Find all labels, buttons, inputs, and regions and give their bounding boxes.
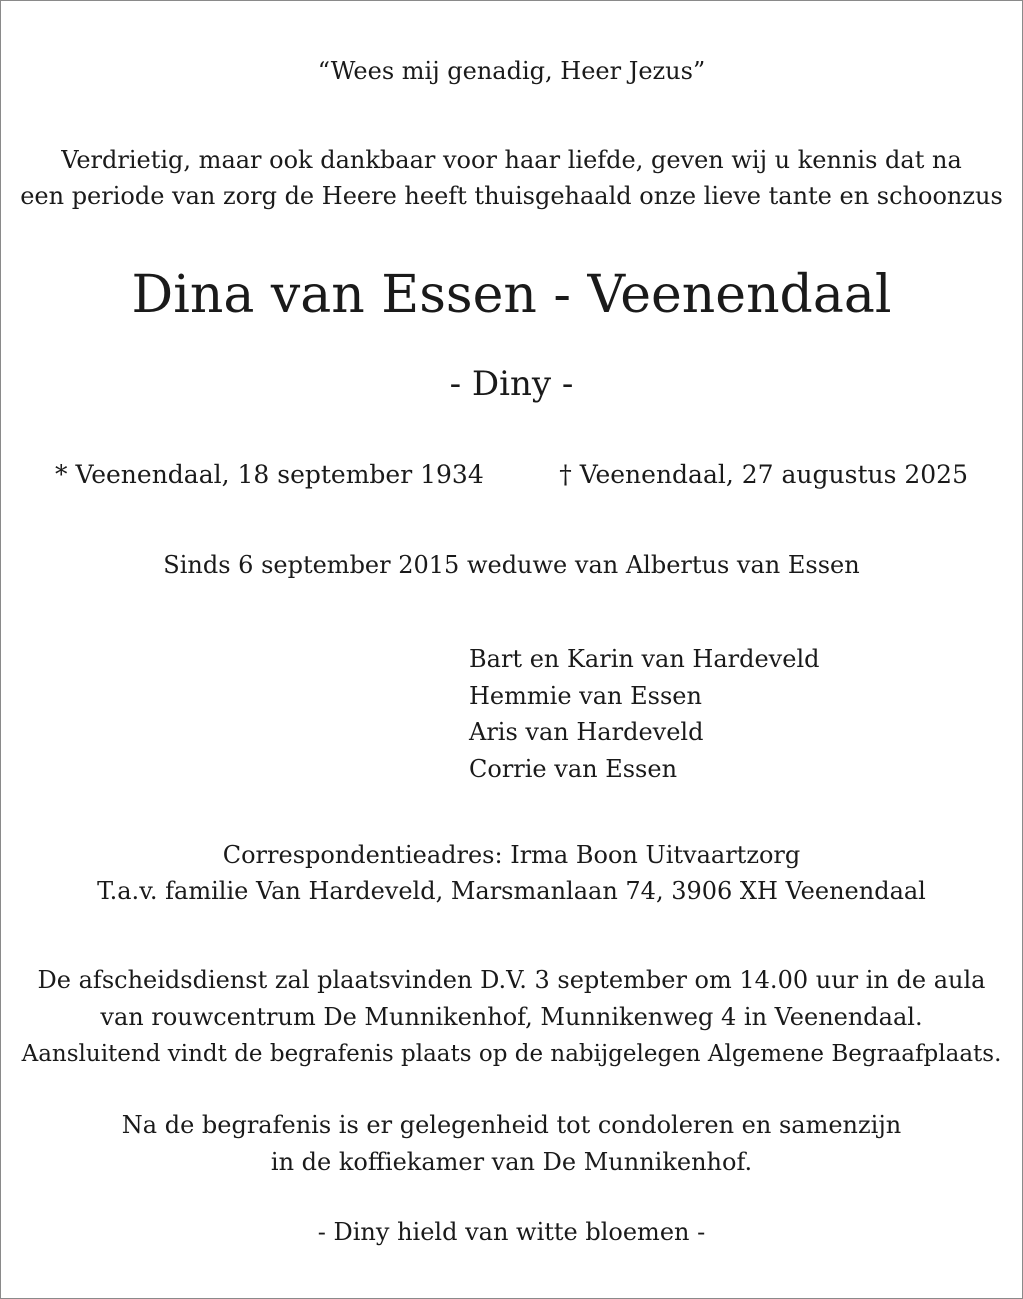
family-member: Corrie van Essen	[469, 754, 678, 783]
flowers-note: - Diny hield van witte bloemen -	[317, 1218, 706, 1246]
correspondence-line-2: T.a.v. familie Van Hardeveld, Marsmanlaan 74, 3906 XH Veenendaal	[97, 877, 926, 905]
deceased-nickname: - Diny -	[449, 364, 574, 404]
condolence-line-2: in de koffiekamer van De Munnikenhof.	[270, 1148, 753, 1176]
deceased-name: Dina van Essen - Veenendaal	[131, 265, 892, 325]
service-line-2: van rouwcentrum De Munnikenhof, Munnikenweg 4 in Veenendaal.	[100, 1003, 923, 1031]
family-member: Hemmie van Essen	[469, 681, 702, 710]
intro-line-1: Verdrietig, maar ook dankbaar voor haar liefde, geven wij u kennis dat na	[61, 146, 962, 174]
scripture-quote: “Wees mij genadig, Heer Jezus”	[317, 57, 706, 85]
intro-line-2: een periode van zorg de Heere heeft thuisgehaald onze lieve tante en schoonzus	[20, 182, 1003, 210]
service-line-3: Aansluitend vindt de begrafenis plaats op de nabijgelegen Algemene Begraafplaats.	[21, 1041, 1002, 1067]
family-member: Bart en Karin van Hardeveld	[469, 645, 820, 673]
death-info: † Veenendaal, 27 augustus 2025	[559, 460, 968, 489]
service-line-1: De afscheidsdienst zal plaatsvinden D.V. 3 september om 14.00 uur in de aula	[37, 966, 986, 994]
correspondence-line-1: Correspondentieadres: Irma Boon Uitvaartzorg	[222, 841, 801, 869]
family-list	[469, 641, 819, 787]
condolence-line-1: Na de begrafenis is er gelegenheid tot condoleren en samenzijn	[121, 1111, 902, 1139]
widow-line: Sinds 6 september 2015 weduwe van Albertus van Essen	[163, 551, 860, 579]
birth-info: * Veenendaal, 18 september 1934	[55, 460, 484, 489]
family-member: Aris van Hardeveld	[469, 718, 704, 746]
